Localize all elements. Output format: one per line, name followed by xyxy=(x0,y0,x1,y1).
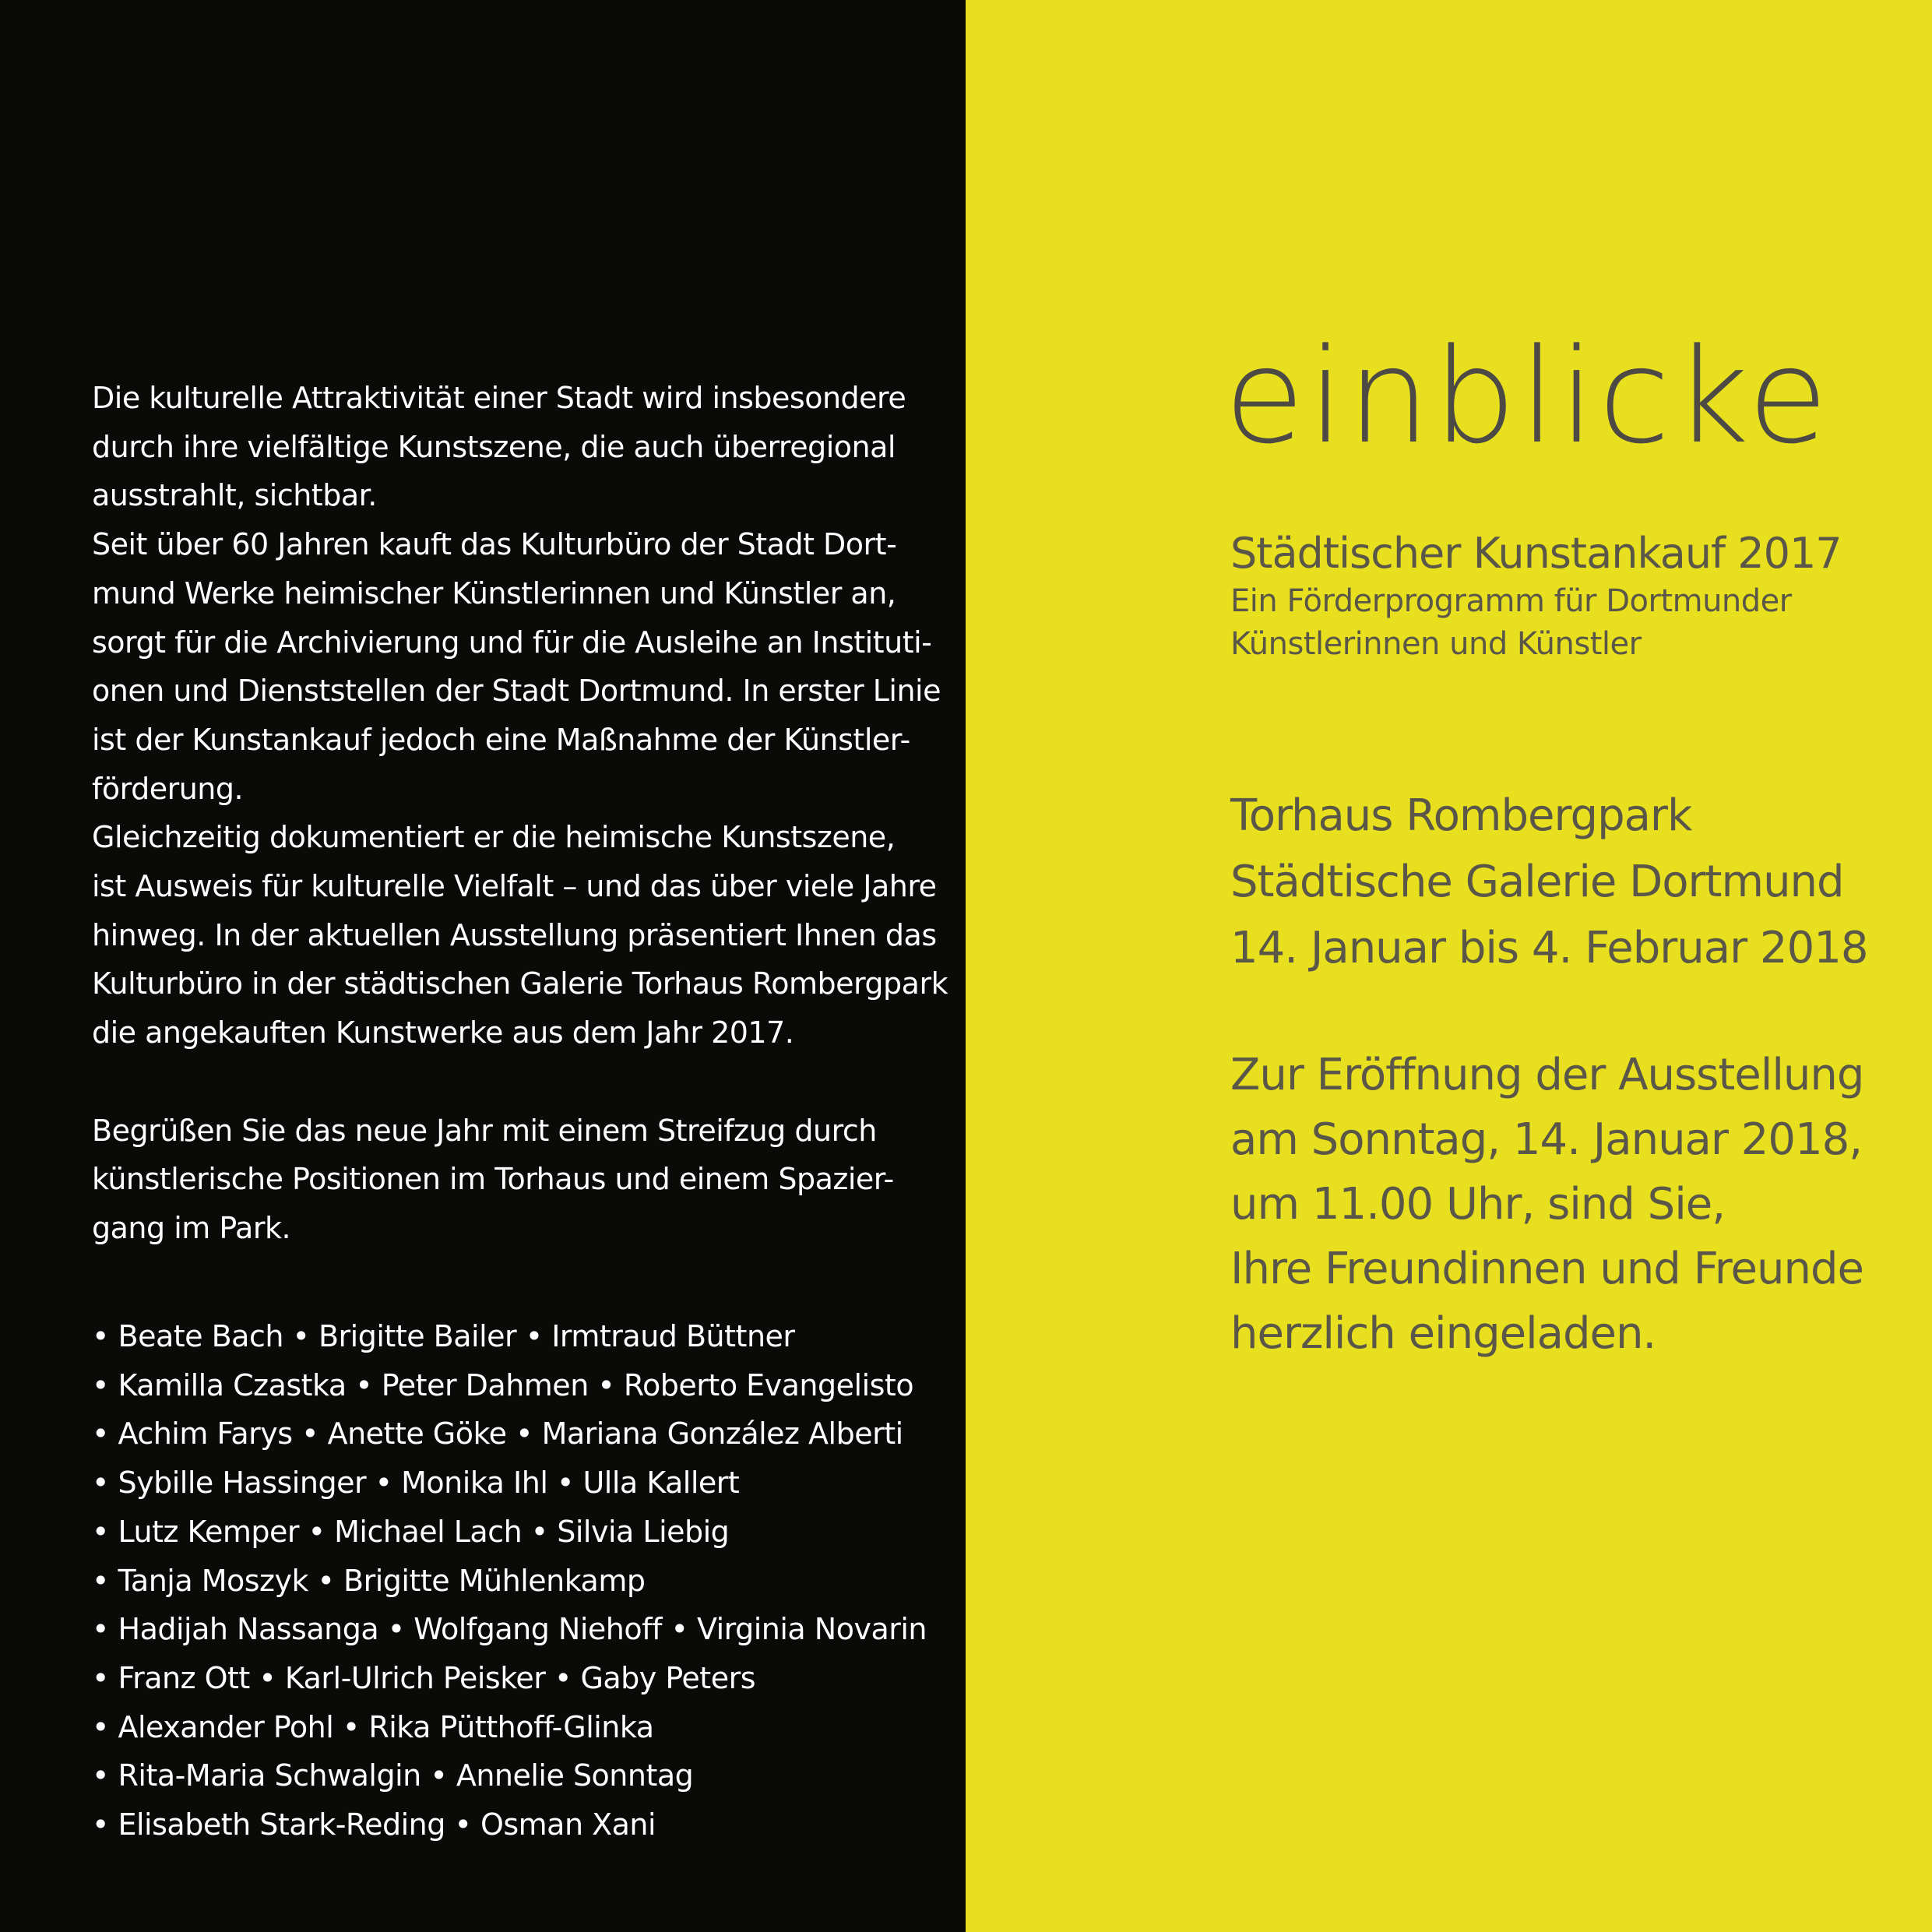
artist-row: • Achim Farys • Anette Göke • Mariana González Alberti xyxy=(92,1416,903,1452)
intro-line: mund Werke heimischer Künstlerinnen und Künstler an, xyxy=(92,575,896,611)
artist-row: • Franz Ott • Karl-Ulrich Peisker • Gaby Peters xyxy=(92,1660,756,1695)
artist-row: • Beate Bach • Brigitte Bailer • Irmtraud Büttner xyxy=(92,1319,795,1353)
intro-text xyxy=(92,374,956,1253)
intro-line: Seit über 60 Jahren kauft das Kulturbüro der Stadt Dort- xyxy=(92,527,897,562)
venue-line: Städtische Galerie Dortmund xyxy=(1230,857,1844,907)
intro-line: ist Ausweis für kulturelle Vielfalt – und das über viele Jahre xyxy=(92,869,937,904)
exhibition-title: einblicke xyxy=(1224,320,1832,473)
intro-line: hinweg. In der aktuellen Ausstellung präsentiert Ihnen das xyxy=(92,917,937,952)
intro-line: ausstrahlt, sichtbar. xyxy=(92,478,377,513)
venue-line: Torhaus Rombergpark xyxy=(1230,790,1692,841)
invitation-line: am Sonntag, 14. Januar 2018, xyxy=(1230,1114,1863,1165)
invitation-line: um 11.00 Uhr, sind Sie, xyxy=(1230,1179,1725,1230)
subtitle: Städtischer Kunstankauf 2017 xyxy=(1230,529,1842,578)
artist-row: • Hadijah Nassanga • Wolfgang Niehoff • Virginia Novarin xyxy=(92,1612,927,1647)
invitation-line: Ihre Freundinnen und Freunde xyxy=(1230,1244,1863,1294)
program-line: Ein Förderprogramm für Dortmunder xyxy=(1230,583,1792,619)
artist-row: • Sybille Hassinger • Monika Ihl • Ulla Kallert xyxy=(92,1466,740,1501)
artist-list xyxy=(92,1312,956,1849)
artist-row: • Alexander Pohl • Rika Pütthoff-Glinka xyxy=(92,1709,654,1744)
intro-line: Kulturbüro in der städtischen Galerie Torhaus Rombergpark xyxy=(92,966,948,1001)
closing-line: gang im Park. xyxy=(92,1210,291,1245)
invitation xyxy=(1230,1043,1863,1366)
program-line: Künstlerinnen und Künstler xyxy=(1230,626,1642,662)
invitation-line: herzlich eingeladen. xyxy=(1230,1308,1656,1359)
intro-line: Gleichzeitig dokumentiert er die heimische Kunstszene, xyxy=(92,820,896,855)
intro-line: Die kulturelle Attraktivität einer Stadt wird insbesondere xyxy=(92,381,906,415)
closing-line: Begrüßen Sie das neue Jahr mit einem Streifzug durch xyxy=(92,1113,877,1148)
venue-dates: 14. Januar bis 4. Februar 2018 xyxy=(1230,923,1868,973)
paragraph-spacer xyxy=(92,1057,956,1107)
artist-row: • Rita-Maria Schwalgin • Annelie Sonntag xyxy=(92,1758,694,1793)
venue-info xyxy=(1230,783,1867,981)
program-description xyxy=(1230,580,1792,666)
intro-line: förderung. xyxy=(92,771,244,806)
artist-row: • Elisabeth Stark-Reding • Osman Xani xyxy=(92,1807,656,1842)
artist-row: • Lutz Kemper • Michael Lach • Silvia Liebig xyxy=(92,1514,730,1549)
artist-row: • Kamilla Czastka • Peter Dahmen • Roberto Evangelisto xyxy=(92,1367,914,1402)
closing-line: künstlerische Positionen im Torhaus und einem Spazier- xyxy=(92,1162,894,1197)
invitation-line: Zur Eröffnung der Ausstellung xyxy=(1230,1050,1864,1100)
intro-line: onen und Dienststellen der Stadt Dortmund. In erster Linie xyxy=(92,674,941,709)
intro-line: durch ihre vielfältige Kunstszene, die auch überregional xyxy=(92,429,896,464)
intro-line: sorgt für die Archivierung und für die Ausleihe an Instituti- xyxy=(92,625,932,660)
intro-line: die angekauften Kunstwerke aus dem Jahr 2017. xyxy=(92,1015,794,1050)
artist-row: • Tanja Moszyk • Brigitte Mühlenkamp xyxy=(92,1563,646,1598)
intro-line: ist der Kunstankauf jedoch eine Maßnahme der Künstler- xyxy=(92,722,910,757)
